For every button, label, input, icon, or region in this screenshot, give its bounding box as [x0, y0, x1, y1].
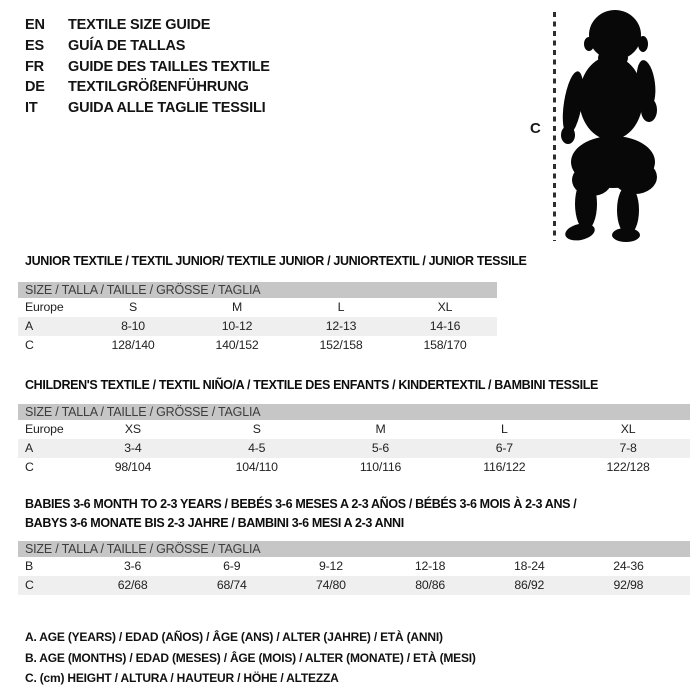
row-label: Europe	[25, 422, 64, 436]
age-cell: 8-10	[121, 319, 145, 333]
babies-title-line-1: BABIES 3-6 MONTH TO 2-3 YEARS / BEBÉS 3-6 MESES A 2-3 AÑOS / BÉBÉS 3-6 MOIS À 2-3 ANS /	[25, 497, 577, 511]
row-label: C	[25, 578, 34, 592]
language-title: GUÍA DE TALLAS	[68, 37, 186, 54]
language-row-en	[25, 15, 270, 36]
size-header-bar: SIZE / TALLA / TAILLE / GRÖSSE / TAGLIA	[18, 541, 690, 557]
children-size-table	[18, 404, 690, 477]
age-cell: 12-18	[414, 559, 446, 573]
size-cell: S	[128, 300, 137, 314]
babies-title-line-2: BABYS 3-6 MONATE BIS 2-3 JAHRE / BAMBINI 3-6 MESI A 2-3 ANNI	[25, 515, 404, 530]
language-code: DE	[25, 79, 45, 96]
height-cell: 122/128	[606, 460, 650, 474]
table-row	[18, 439, 690, 458]
size-cell: XL	[437, 300, 453, 314]
babies-size-table	[18, 541, 690, 595]
table-row	[18, 420, 690, 439]
age-cell: 5-6	[371, 441, 390, 455]
language-title: TEXTILE SIZE GUIDE	[68, 17, 211, 33]
footnote-b: B. AGE (MONTHS) / EDAD (MESES) / ÂGE (MOIS) / ALTER (MONATE) / ETÀ (MESI)	[25, 650, 476, 665]
age-cell: 18-24	[514, 559, 545, 573]
height-cell: 74/80	[316, 578, 346, 592]
age-cell: 7-8	[619, 441, 637, 455]
size-cell: XS	[124, 422, 141, 436]
height-cell: 110/116	[359, 460, 402, 474]
size-cell: XL	[620, 422, 636, 436]
language-code: ES	[25, 37, 44, 54]
children-section-title: CHILDREN'S TEXTILE / TEXTIL NIÑO/A / TEXTILE DES ENFANTS / KINDERTEXTIL / BAMBINI TESSILE	[25, 378, 599, 392]
footnotes	[25, 627, 476, 689]
language-code: EN	[25, 17, 45, 33]
language-row-de	[25, 77, 270, 98]
age-cell: 3-6	[123, 559, 142, 573]
age-cell: 14-16	[429, 319, 461, 333]
size-header-bar: SIZE / TALLA / TAILLE / GRÖSSE / TAGLIA	[18, 404, 690, 420]
table-row	[18, 298, 497, 317]
row-label: C	[25, 338, 34, 352]
height-cell: 86/92	[514, 578, 545, 592]
row-label: B	[25, 559, 34, 573]
age-cell: 6-7	[495, 441, 513, 455]
footnote-c: C. (cm) HEIGHT / ALTURA / HAUTEUR / HÖHE / ALTEZZA	[25, 671, 339, 685]
language-code: IT	[25, 100, 38, 117]
age-cell: 6-9	[223, 559, 241, 573]
height-measure-label: C	[530, 120, 541, 137]
height-cell: 128/140	[111, 338, 155, 352]
size-cell: M	[231, 300, 243, 314]
height-cell: 116/122	[483, 460, 526, 474]
height-cell: 140/152	[215, 338, 259, 352]
language-row-es	[25, 36, 270, 57]
row-label: C	[25, 460, 34, 474]
language-row-fr	[25, 57, 270, 78]
language-title: GUIDE DES TAILLES TEXTILE	[68, 58, 270, 75]
height-cell: 80/86	[415, 578, 445, 592]
table-row	[18, 458, 690, 477]
size-cell: L	[337, 300, 345, 314]
height-cell: 68/74	[216, 578, 247, 592]
age-cell: 9-12	[319, 559, 343, 573]
junior-section-title: JUNIOR TEXTILE / TEXTIL JUNIOR/ TEXTILE JUNIOR / JUNIORTEXTIL / JUNIOR TESSILE	[25, 254, 527, 268]
age-cell: 4-5	[248, 441, 266, 455]
height-cell: 98/104	[114, 460, 152, 474]
age-cell: 12-13	[325, 319, 357, 333]
row-label: Europe	[25, 300, 64, 314]
size-cell: L	[500, 422, 508, 436]
table-row	[18, 557, 690, 576]
table-row	[18, 576, 690, 595]
baby-silhouette-illustration	[556, 6, 668, 244]
age-cell: 24-36	[613, 559, 644, 573]
junior-size-table	[18, 282, 497, 355]
age-cell: 3-4	[124, 441, 142, 455]
row-label: A	[25, 319, 34, 333]
height-cell: 152/158	[319, 338, 363, 352]
height-cell: 104/110	[235, 460, 278, 474]
size-cell: M	[375, 422, 386, 436]
height-cell: 92/98	[613, 578, 644, 592]
table-row	[18, 336, 497, 355]
language-code: FR	[25, 58, 44, 75]
language-title: GUIDA ALLE TAGLIE TESSILI	[68, 100, 266, 117]
language-legend	[25, 15, 270, 119]
babies-section-title	[25, 495, 576, 532]
age-cell: 10-12	[221, 319, 253, 333]
size-header-bar: SIZE / TALLA / TAILLE / GRÖSSE / TAGLIA	[18, 282, 497, 298]
height-cell: 62/68	[117, 578, 148, 592]
row-label: A	[25, 441, 34, 455]
language-row-it	[25, 98, 270, 119]
table-row	[18, 317, 497, 336]
language-title: TEXTILGRÖßENFÜHRUNG	[68, 79, 249, 96]
height-cell: 158/170	[423, 338, 467, 352]
size-cell: S	[252, 422, 261, 436]
footnote-a: A. AGE (YEARS) / EDAD (AÑOS) / ÂGE (ANS) / ALTER (JAHRE) / ETÀ (ANNI)	[25, 630, 443, 644]
